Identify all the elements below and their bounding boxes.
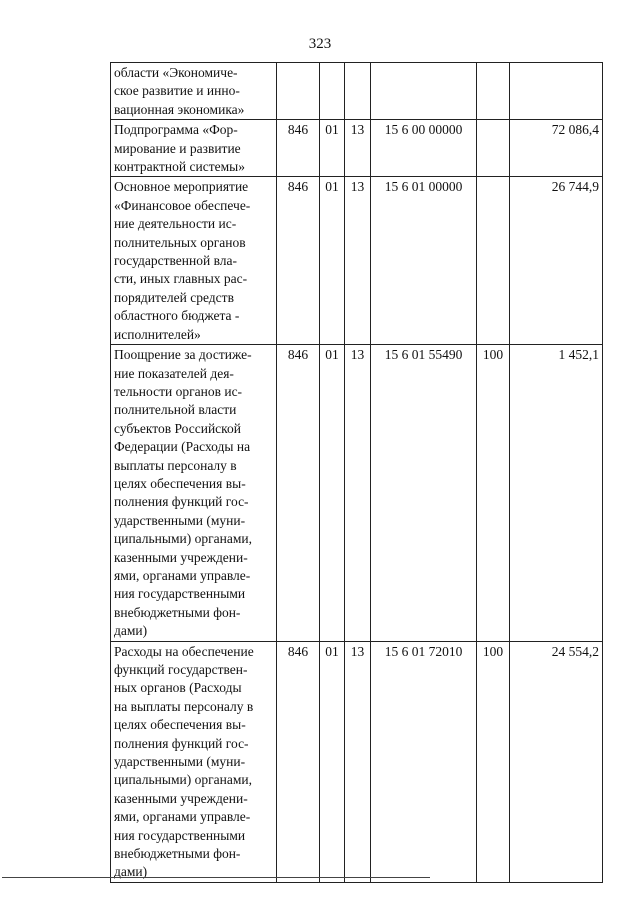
row-name-line: ципальными) органами, — [114, 772, 252, 788]
row-name-line: внебюджетными фон- — [114, 846, 241, 862]
row-name-line: Подпрограмма «Фор- — [114, 122, 238, 138]
row-name-line: ных органов (Расходы — [114, 680, 242, 696]
table-row — [111, 345, 603, 642]
row-name-line: вационная экономика» — [114, 101, 245, 117]
row-name-line: ние деятельности ис- — [114, 216, 237, 232]
row-name-line: целях обеспечения вы- — [114, 475, 246, 491]
subsection-code-cell: 13 — [345, 120, 371, 177]
footer-divider — [2, 877, 430, 878]
row-name-line: Расходы на обеспечение — [114, 643, 254, 659]
row-name-line: «Финансовое обеспече- — [114, 197, 251, 213]
subsection-code-cell — [345, 63, 371, 120]
section-code-cell — [320, 63, 345, 120]
admin-code-cell: 846 — [277, 120, 320, 177]
row-name-cell — [111, 177, 277, 345]
row-name-line: ципальными) органами, — [114, 531, 252, 547]
row-name-line: выплаты персоналу в — [114, 457, 237, 473]
row-name-line: полнительных органов — [114, 234, 246, 250]
row-name-cell — [111, 120, 277, 177]
row-name-line: на выплаты персоналу в — [114, 698, 254, 714]
row-name-line: казенными учреждени- — [114, 790, 248, 806]
admin-code-cell: 846 — [277, 177, 320, 345]
amount-cell — [510, 63, 603, 120]
row-name-line: ния государственными — [114, 827, 246, 843]
admin-code-cell: 846 — [277, 345, 320, 642]
table-row — [111, 177, 603, 345]
row-name-line: ударственными (муни- — [114, 512, 246, 528]
row-name-line: целях обеспечения вы- — [114, 717, 246, 733]
target-code-cell: 15 6 01 55490 — [371, 345, 477, 642]
section-code-cell: 01 — [320, 120, 345, 177]
row-name-line: внебюджетными фон- — [114, 604, 241, 620]
table-row — [111, 641, 603, 882]
subsection-code-cell: 13 — [345, 177, 371, 345]
admin-code-cell: 846 — [277, 641, 320, 882]
amount-cell: 24 554,2 — [510, 641, 603, 882]
section-code-cell: 01 — [320, 345, 345, 642]
row-name-line: ние показателей дея- — [114, 365, 234, 381]
row-name-line: полнения функций гос- — [114, 735, 249, 751]
table-row — [111, 120, 603, 177]
row-name-line: мирование и развитие — [114, 140, 241, 156]
row-name-line: полнительной власти — [114, 402, 237, 418]
row-name-line: исполнителей» — [114, 326, 201, 342]
admin-code-cell — [277, 63, 320, 120]
expense-type-cell: 100 — [477, 641, 510, 882]
target-code-cell: 15 6 01 00000 — [371, 177, 477, 345]
row-name-line: контрактной системы» — [114, 159, 245, 175]
row-name-line: ударственными (муни- — [114, 754, 246, 770]
target-code-cell: 15 6 01 72010 — [371, 641, 477, 882]
expense-type-cell — [477, 177, 510, 345]
expense-type-cell — [477, 120, 510, 177]
row-name-line: ния государственными — [114, 586, 246, 602]
row-name-line: области «Экономиче- — [114, 65, 238, 80]
row-name-line: тельности органов ис- — [114, 383, 243, 399]
row-name-cell — [111, 641, 277, 882]
amount-cell: 72 086,4 — [510, 120, 603, 177]
target-code-cell: 15 6 00 00000 — [371, 120, 477, 177]
row-name-line: государственной вла- — [114, 253, 238, 269]
row-name-line: сти, иных главных рас- — [114, 271, 248, 287]
row-name-line: казенными учреждени- — [114, 549, 248, 565]
amount-cell: 26 744,9 — [510, 177, 603, 345]
section-code-cell: 01 — [320, 177, 345, 345]
row-name-line: областного бюджета - — [114, 308, 240, 324]
subsection-code-cell: 13 — [345, 641, 371, 882]
row-name-line: функций государствен- — [114, 662, 248, 677]
target-code-cell — [371, 63, 477, 120]
table-row — [111, 63, 603, 120]
row-name-line: ями, органами управле- — [114, 809, 251, 825]
row-name-line: ями, органами управле- — [114, 567, 251, 583]
expense-type-cell — [477, 63, 510, 120]
page-number: 323 — [308, 36, 332, 52]
subsection-code-cell: 13 — [345, 345, 371, 642]
row-name-cell — [111, 63, 277, 120]
row-name-line: Федерации (Расходы на — [114, 439, 251, 455]
budget-table — [110, 62, 603, 883]
row-name-cell — [111, 345, 277, 642]
row-name-line: Поощрение за достиже- — [114, 347, 252, 363]
row-name-line: ское развитие и инно- — [114, 83, 240, 99]
section-code-cell: 01 — [320, 641, 345, 882]
row-name-line: порядителей средств — [114, 289, 234, 305]
row-name-line: дами) — [114, 623, 148, 639]
expense-type-cell: 100 — [477, 345, 510, 642]
row-name-line: полнения функций гос- — [114, 494, 249, 510]
row-name-line: дами) — [114, 864, 148, 880]
row-name-line: Основное мероприятие — [114, 179, 249, 195]
row-name-line: субъектов Российской — [114, 420, 242, 436]
amount-cell: 1 452,1 — [510, 345, 603, 642]
